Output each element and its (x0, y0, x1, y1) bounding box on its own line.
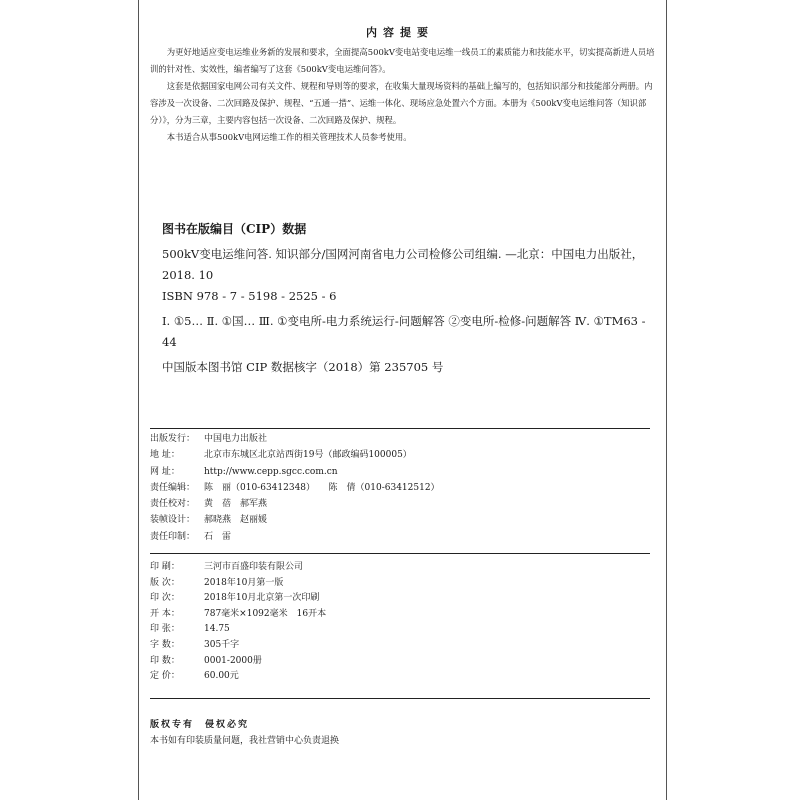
cip-heading: 图书在版编目（CIP）数据 (162, 222, 307, 236)
info-label: 地 址： (150, 450, 180, 461)
cip-classification: Ⅰ. ①5… Ⅱ. ①国… Ⅲ. ①变电所-电力系统运行-问题解答 ②变电所-检修-问题解答 Ⅳ. ①TM63 - 44 (162, 314, 646, 349)
info-row (150, 480, 440, 496)
rights-block (150, 717, 339, 749)
abstract-title: 内容提要 (366, 26, 434, 39)
info-label: 装帧设计： (150, 515, 196, 526)
info-row (150, 447, 440, 463)
info-row (150, 464, 440, 480)
info-label: 印 刷： (150, 562, 180, 572)
info-value: 60.00元 (204, 671, 239, 682)
info-row (150, 576, 326, 592)
info-value: http://www.cepp.sgcc.com.cn (204, 466, 338, 477)
info-row (150, 607, 326, 623)
info-value: 陈 丽（010-63412348） 陈 倩（010-63412512） (204, 482, 440, 493)
info-value: 石 雷 (204, 531, 232, 542)
info-label: 印 张： (150, 624, 180, 635)
info-value: 14.75 (204, 624, 230, 635)
rights-notice: 本书如有印装质量问题，我社营销中心负责退换 (150, 736, 340, 746)
info-label: 责任校对： (150, 499, 196, 510)
divider-middle (150, 553, 650, 554)
info-label: 印 次： (150, 593, 180, 604)
info-row (150, 638, 326, 654)
divider-top (150, 428, 650, 429)
info-label: 出版发行： (150, 434, 196, 444)
info-row (150, 431, 440, 447)
info-row (150, 496, 440, 512)
info-value: 中国电力出版社 (204, 434, 268, 444)
abstract-paragraph-3: 本书适合从事500kV电网运维工作的相关管理技术人员参考使用。 (166, 132, 412, 142)
info-value: 787毫米×1092毫米 16开本 (204, 608, 327, 619)
info-label: 开 本： (150, 608, 180, 619)
info-row (150, 560, 326, 576)
cip-block (162, 244, 652, 378)
info-label: 网 址： (150, 466, 180, 477)
divider-bottom (150, 698, 650, 699)
cip-record: 中国版本图书馆 CIP 数据核字（2018）第 235705 号 (162, 360, 444, 374)
info-label: 印 数： (150, 655, 180, 666)
info-value: 郝晓燕 赵丽媛 (204, 515, 268, 526)
rights-heading: 版权专有 侵权必究 (150, 720, 250, 730)
info-label: 责任印制： (150, 531, 196, 542)
info-label: 版 次： (150, 577, 180, 588)
info-value: 2018年10月北京第一次印刷 (204, 593, 320, 604)
info-label: 字 数： (150, 639, 180, 650)
info-value: 0001-2000册 (204, 655, 262, 666)
info-row (150, 622, 326, 638)
info-row (150, 669, 326, 685)
info-row (150, 591, 326, 607)
abstract-paragraph-2: 这套是依据国家电网公司有关文件、规程和导则等的要求，在收集大量现场资料的基础上编写的，包括知识部分和技能部分两册。内容涉及一次设备、二次回路及保护、规程、“五通一措”、运维一体化、现场应急处置六个方面。本册为《500kV变电运维问答（知识部分）》，分为三章，主要内容包括一次设备、二次回路及保护、规程。 (150, 81, 653, 125)
info-label: 责任编辑： (150, 482, 196, 493)
print-info (150, 560, 326, 685)
publisher-info (150, 431, 440, 545)
info-value: 北京市东城区北京站西街19号（邮政编码100005） (204, 450, 412, 461)
abstract-body (150, 44, 655, 146)
cip-entry: 500kV变电运维问答. 知识部分/国网河南省电力公司检修公司组编. —北京：中国电力出版社，2018. 10 (162, 247, 644, 282)
info-value: 三河市百盛印装有限公司 (204, 562, 304, 572)
info-value: 黄 蓓 郝军燕 (204, 499, 268, 510)
cip-isbn: ISBN 978 - 7 - 5198 - 2525 - 6 (162, 289, 337, 303)
info-row (150, 654, 326, 670)
info-label: 定 价： (150, 671, 180, 682)
info-row (150, 512, 440, 528)
info-value: 305千字 (204, 639, 240, 650)
info-value: 2018年10月第一版 (204, 577, 284, 588)
abstract-paragraph-1: 为更好地适应变电运维业务新的发展和要求，全面提高500kV变电站变电运维一线员工的素质能力和技能水平，切实提高新进人员培训的针对性、实效性，编者编写了这套《500kV变电运维问答》。 (150, 47, 655, 74)
info-row (150, 529, 440, 545)
